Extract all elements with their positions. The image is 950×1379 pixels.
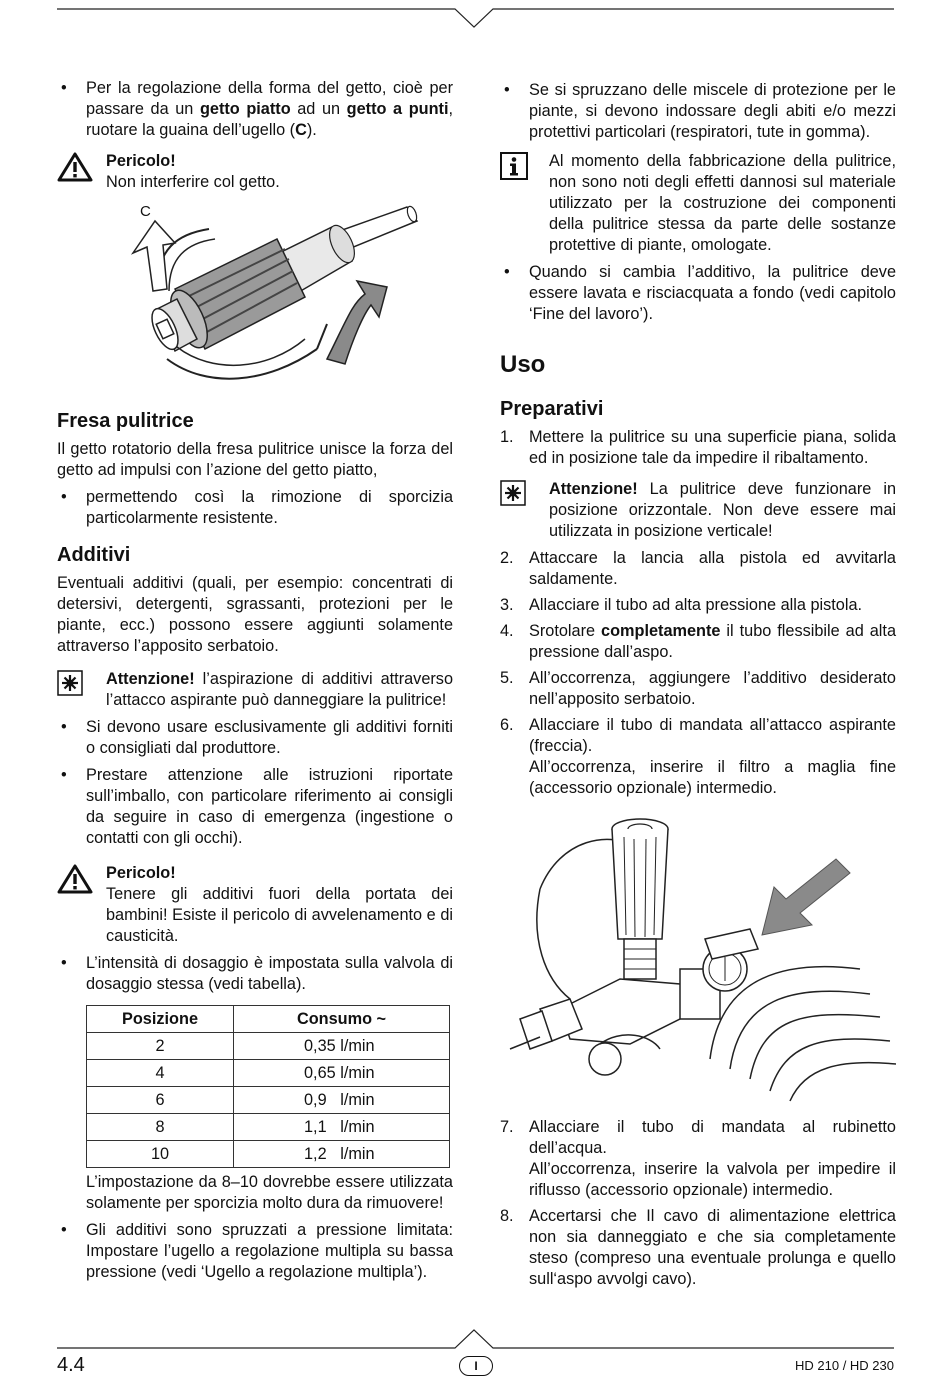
step-text: Attaccare la lancia alla pistola ed avvitarla saldamente. bbox=[529, 549, 896, 588]
step-bold: completamente bbox=[601, 622, 721, 640]
fresa-heading: Fresa pulitrice bbox=[57, 410, 194, 432]
table-row bbox=[87, 1087, 450, 1114]
warning-triangle-icon bbox=[57, 864, 93, 900]
attention-star-icon bbox=[57, 670, 83, 702]
step-item bbox=[500, 595, 896, 616]
warning-triangle-icon bbox=[57, 152, 93, 188]
step-number: 2. bbox=[500, 549, 514, 567]
text-span: , ruotare la guaina dell’ugello ( bbox=[86, 100, 454, 139]
table-cell: 10 bbox=[87, 1141, 234, 1168]
step-number: 1. bbox=[500, 428, 514, 446]
step-item bbox=[500, 668, 896, 710]
additivi-paragraph: Eventuali additivi (quali, per esempio: concentrati di detersivi, detergenti, sgrassanti, protezioni per le piante, ecc.) possono essere aggiunti solamente attraverso l’apposito serbatoio. bbox=[57, 574, 453, 655]
additivi-bullet-2: • Prestare attenzione alle istruzioni riportate sull’imballo, con particolare riferimento ai consigli da seguire in caso di emergenza (ingestione o contatti con gli occhi). bbox=[57, 765, 453, 849]
step-item bbox=[500, 427, 896, 469]
danger-title: Pericolo! bbox=[106, 152, 176, 170]
spray-shape-bullet bbox=[57, 78, 453, 141]
info-icon bbox=[500, 152, 528, 186]
table-cell: 0,35 l/min bbox=[234, 1033, 450, 1060]
table-cell: 0,9 l/min bbox=[234, 1087, 450, 1114]
attention-note bbox=[57, 669, 453, 711]
step-text: Allacciare il tubo ad alta pressione alla pistola. bbox=[529, 596, 863, 614]
table-cell: 0,65 l/min bbox=[234, 1060, 450, 1087]
step-text: il tubo flessibile ad alta pressione dall’aspo. bbox=[529, 622, 896, 661]
text-span: ad un bbox=[290, 100, 347, 118]
table-cell: 6 bbox=[87, 1087, 234, 1114]
additivi-heading: Additivi bbox=[57, 544, 131, 566]
step-text: Mettere la pulitrice su una superficie piana, solida ed in posizione tale da impedire il ribaltamento. bbox=[529, 428, 896, 467]
fresa-paragraph: Il getto rotatorio della fresa pulitrice unisce la forza del getto ad impulsi con l’azione del getto piatto, bbox=[57, 440, 453, 479]
page-number: 4.4 bbox=[57, 1354, 85, 1376]
danger-note-additivi bbox=[57, 863, 453, 947]
model-name: HD 210 / HD 230 bbox=[795, 1358, 894, 1373]
danger-text: Tenere gli additivi fuori della portata dei bambini! Esiste il pericolo di avvelenamento e di causticità. bbox=[106, 885, 453, 945]
additivi-bullet-4: • Gli additivi sono spruzzati a pressione limitata: Impostare l’ugello a regolazione multipla su bassa pressione (vedi ‘Ugello a regolazione multipla’). bbox=[57, 1220, 453, 1283]
attention-text: l’aspirazione di additivi attraverso l’attacco aspirante può danneggiare la pulitrice! bbox=[106, 670, 453, 709]
step-item bbox=[500, 1206, 896, 1290]
step-number: 3. bbox=[500, 596, 514, 614]
step-number: 7. bbox=[500, 1118, 514, 1136]
table-header-row bbox=[87, 1006, 450, 1033]
bold-span: getto a punti bbox=[346, 100, 449, 118]
table-cell: 1,1 l/min bbox=[234, 1114, 450, 1141]
step-extra: All’occorrenza, inserire il filtro a maglia fine (accessorio opzionale) intermedio. bbox=[529, 758, 896, 797]
protection-bullet: • Se si spruzzano delle miscele di protezione per le piante, si devono indossare degli abiti e/o mezzi protettivi particolari (respiratori, tute in gomma). bbox=[500, 80, 896, 143]
step-item bbox=[500, 621, 896, 663]
attention-title: Attenzione! bbox=[106, 670, 195, 688]
dosage-table bbox=[86, 1005, 450, 1168]
left-column bbox=[57, 78, 453, 1289]
danger-note bbox=[57, 151, 453, 193]
step-text: Srotolare bbox=[529, 622, 602, 640]
figure-label-c: C bbox=[140, 203, 151, 220]
attention-note-horizontal bbox=[500, 479, 896, 542]
table-row bbox=[87, 1033, 450, 1060]
step-text: All’occorrenza, aggiungere l’additivo desiderato nell’apposito serbatoio. bbox=[529, 669, 896, 708]
change-additive-bullet: • Quando si cambia l’additivo, la pulitrice deve essere lavata e risciacquata a fondo (vedi capitolo ‘Fine del lavoro’). bbox=[500, 262, 896, 325]
table-header: Consumo ~ bbox=[234, 1006, 450, 1033]
nozzle-illustration bbox=[117, 199, 437, 395]
step-number: 4. bbox=[500, 622, 514, 640]
table-cell: 1,2 l/min bbox=[234, 1141, 450, 1168]
attention-star-icon bbox=[500, 480, 526, 512]
step-number: 6. bbox=[500, 716, 514, 734]
top-rule bbox=[0, 0, 950, 40]
step-number: 8. bbox=[500, 1207, 514, 1225]
additivi-bullet-1: • Si devono usare esclusivamente gli additivi forniti o consigliati dal produttore. bbox=[57, 717, 453, 759]
table-header: Posizione bbox=[87, 1006, 234, 1033]
fresa-bullet: • permettendo così la rimozione di sporcizia particolarmente resistente. bbox=[57, 487, 453, 529]
step-extra: All’occorrenza, inserire la valvola per impedire il riflusso (accessorio opzionale) intermedio. bbox=[529, 1160, 896, 1199]
pump-illustration bbox=[500, 809, 896, 1109]
additivi-bullet-3: • L’intensità di dosaggio è impostata sulla valvola di dosaggio stessa (vedi tabella). bbox=[57, 953, 453, 995]
pump-figure bbox=[500, 809, 896, 1109]
after-table-text: L’impostazione da 8–10 dovrebbe essere utilizzata solamente per sporcizia molto dura da rimuovere! bbox=[86, 1173, 453, 1212]
step-text: Accertarsi che Il cavo di alimentazione elettrica non sia danneggiato e che sia completamente steso (compreso una eventuale prolunga e quello sull‘aspo avvolgi cavo). bbox=[529, 1207, 896, 1288]
nozzle-figure bbox=[57, 199, 453, 395]
bold-span: C bbox=[295, 121, 307, 139]
bold-span: getto piatto bbox=[199, 100, 291, 118]
step-item bbox=[500, 715, 896, 799]
step-text: Allacciare il tubo di mandata all’attacco aspirante (freccia). bbox=[529, 716, 896, 755]
danger-text: Non interferire col getto. bbox=[106, 173, 280, 191]
attention-title: Attenzione! bbox=[549, 480, 638, 498]
text-span: ). bbox=[306, 121, 317, 139]
table-row bbox=[87, 1060, 450, 1087]
danger-title: Pericolo! bbox=[106, 864, 176, 882]
table-cell: 2 bbox=[87, 1033, 234, 1060]
table-row bbox=[87, 1114, 450, 1141]
step-item bbox=[500, 548, 896, 590]
table-row bbox=[87, 1141, 450, 1168]
table-cell: 8 bbox=[87, 1114, 234, 1141]
table-cell: 4 bbox=[87, 1060, 234, 1087]
info-text: Al momento della fabbricazione della pulitrice, non sono noti degli effetti dannosi sul materiale utilizzato per la costruzione dei componenti della pulitrice stessa da parte delle sostanze protettive di piante, omologate. bbox=[549, 152, 896, 254]
attention-text: La pulitrice deve funzionare in posizione orizzontale. Non deve essere mai utilizzata in posizione verticale! bbox=[549, 480, 896, 540]
info-note bbox=[500, 151, 896, 256]
step-number: 5. bbox=[500, 669, 514, 687]
step-text: Allacciare il tubo di mandata al rubinetto dell’acqua. bbox=[529, 1118, 896, 1157]
preparativi-heading: Preparativi bbox=[500, 398, 604, 420]
language-badge: I bbox=[459, 1356, 493, 1376]
step-item bbox=[500, 1117, 896, 1201]
right-column bbox=[500, 80, 896, 1295]
uso-heading: Uso bbox=[500, 351, 546, 378]
text-span: Per la regolazione della forma del getto, cioè per passare da un bbox=[86, 79, 453, 118]
